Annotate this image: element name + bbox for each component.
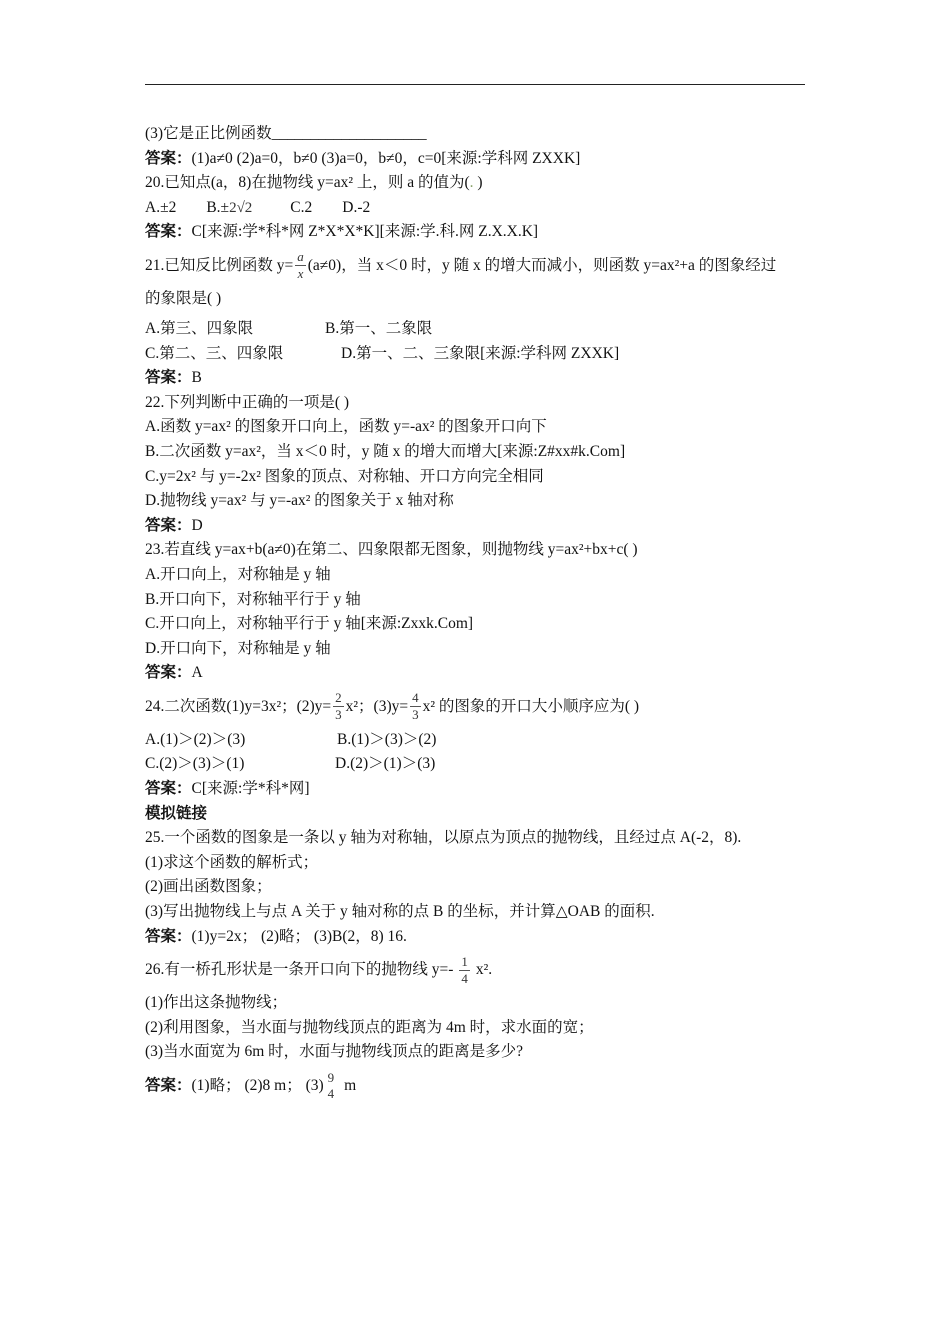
question-25-part2: (2)画出函数图象； xyxy=(145,878,272,896)
answer-20: 答案：C[来源:学*科*网 Z*X*X*K][来源:学.科.网 Z.X.X.K] xyxy=(145,223,539,241)
options-20: A.±2 B.±2√2 C.2 D.-2 xyxy=(145,198,371,216)
question-26: 26.有一桥孔形状是一条开口向下的抛物线 y=- $\frac{1}{4}$ x². xyxy=(145,953,493,986)
question-25-part3: (3)写出抛物线上与点 A 关于 y 轴对称的点 B 的坐标，并计算△OAB 的面积. xyxy=(145,903,655,921)
section-heading: 模拟链接 xyxy=(145,804,208,822)
fraction-1-over-4: $\frac{1}{4}$ xyxy=(461,953,468,986)
fraction-9-over-4: 9 4 xyxy=(327,1070,335,1101)
answer-19: 答案：(1)a≠0 (2)a=0，b≠0 (3)a=0，b≠0，c=0[来源:学科网 ZXXK] xyxy=(145,149,581,167)
question-21-cont: 的象限是( ) xyxy=(145,289,222,307)
question-26-part1: (1)作出这条抛物线； xyxy=(145,994,288,1012)
answer-label: 答案： xyxy=(145,516,192,534)
document-body xyxy=(145,122,813,1107)
option-23-a: A.开口向上，对称轴是 y 轴 xyxy=(145,565,331,583)
fraction-2-over-3: $\frac{2}{3}$ xyxy=(335,690,342,723)
question-24: 24.二次函数(1)y=3x²；(2)y= $\frac{2}{3}$ x²；(3)y= $\frac{4}{3}$ x² 的图象的开口大小顺序应为( ) xyxy=(145,690,640,723)
option-22-a: A.函数 y=ax² 的图象开口向上，函数 y=-ax² 的图象开口向下 xyxy=(145,418,547,436)
option-23-d: D.开口向下，对称轴是 y 轴 xyxy=(145,639,331,657)
answer-label: 答案： xyxy=(145,149,192,167)
fraction-a-over-x: $\frac{a}{x}$ xyxy=(297,249,304,282)
answer-23: 答案：A xyxy=(145,664,203,682)
question-26-part2: (2)利用图象，当水面与抛物线顶点的距离为 4m 时，求水面的宽； xyxy=(145,1018,594,1036)
question-20: 20.已知点(a，8)在抛物线 y=ax² 上，则 a 的值为(. ) xyxy=(145,174,483,192)
option-23-c: C.开口向上，对称轴平行于 y 轴[来源:Zxxk.Com] xyxy=(145,615,474,633)
question-22: 22.下列判断中正确的一项是( ) xyxy=(145,393,350,411)
answer-22: 答案：D xyxy=(145,516,203,534)
options-21-cd: C.第二、三、四象限 D.第一、二、三象限[来源:学科网 ZXXK] xyxy=(145,344,620,362)
answer-26: 答案： (1)略； (2)8 m； (3) 9 4 m xyxy=(145,1070,357,1101)
answer-25: 答案：(1)y=2x； (2)略； (3)B(2，8) 16. xyxy=(145,927,407,945)
options-24-cd: C.(2)＞(3)＞(1) D.(2)＞(1)＞(3) xyxy=(145,755,436,773)
q19-part3: (3)它是正比例函数____________________ xyxy=(145,125,427,142)
answer-label: 答案： xyxy=(145,927,192,945)
answer-label: 答案： xyxy=(145,369,192,387)
answer-label: 答案： xyxy=(145,664,192,682)
sqrt-expression: 2√2 xyxy=(229,199,253,216)
question-25-part1: (1)求这个函数的解析式； xyxy=(145,853,319,871)
header-rule xyxy=(145,84,805,85)
question-23: 23.若直线 y=ax+b(a≠0)在第二、四象限都无图象，则抛物线 y=ax²+bx+c( ) xyxy=(145,541,638,559)
answer-label: 答案： xyxy=(145,780,192,798)
fraction-4-over-3: $\frac{4}{3}$ xyxy=(412,690,419,723)
answer-24: 答案：C[来源:学*科*网] xyxy=(145,780,310,798)
option-22-b: B.二次函数 y=ax²，当 x＜0 时，y 随 x 的增大而增大[来源:Z#xx#k.Com] xyxy=(145,442,626,460)
option-22-d: D.抛物线 y=ax² 与 y=-ax² 的图象关于 x 轴对称 xyxy=(145,492,454,510)
question-21: 21.已知反比例函数 y= $\frac{a}{x}$ (a≠0)，当 x＜0 时，y 随 x 的增大而减小，则函数 y=ax²+a 的图象经过 xyxy=(145,249,777,282)
option-22-c: C.y=2x² 与 y=-2x² 图象的顶点、对称轴、开口方向完全相同 xyxy=(145,467,544,485)
answer-label: 答案： xyxy=(145,1076,192,1094)
mark-dot: . xyxy=(469,174,474,192)
answer-label: 答案： xyxy=(145,223,192,241)
question-26-part3: (3)当水面宽为 6m 时，水面与抛物线顶点的距离是多少? xyxy=(145,1043,524,1061)
options-24-ab: A.(1)＞(2)＞(3) B.(1)＞(3)＞(2) xyxy=(145,730,437,748)
option-23-b: B.开口向下，对称轴平行于 y 轴 xyxy=(145,590,361,608)
question-25: 25.一个函数的图象是一条以 y 轴为对称轴，以原点为顶点的抛物线，且经过点 A(-2，8). xyxy=(145,829,742,847)
answer-21: 答案：B xyxy=(145,369,202,387)
options-21-ab: A.第三、四象限 B.第一、二象限 xyxy=(145,319,433,337)
